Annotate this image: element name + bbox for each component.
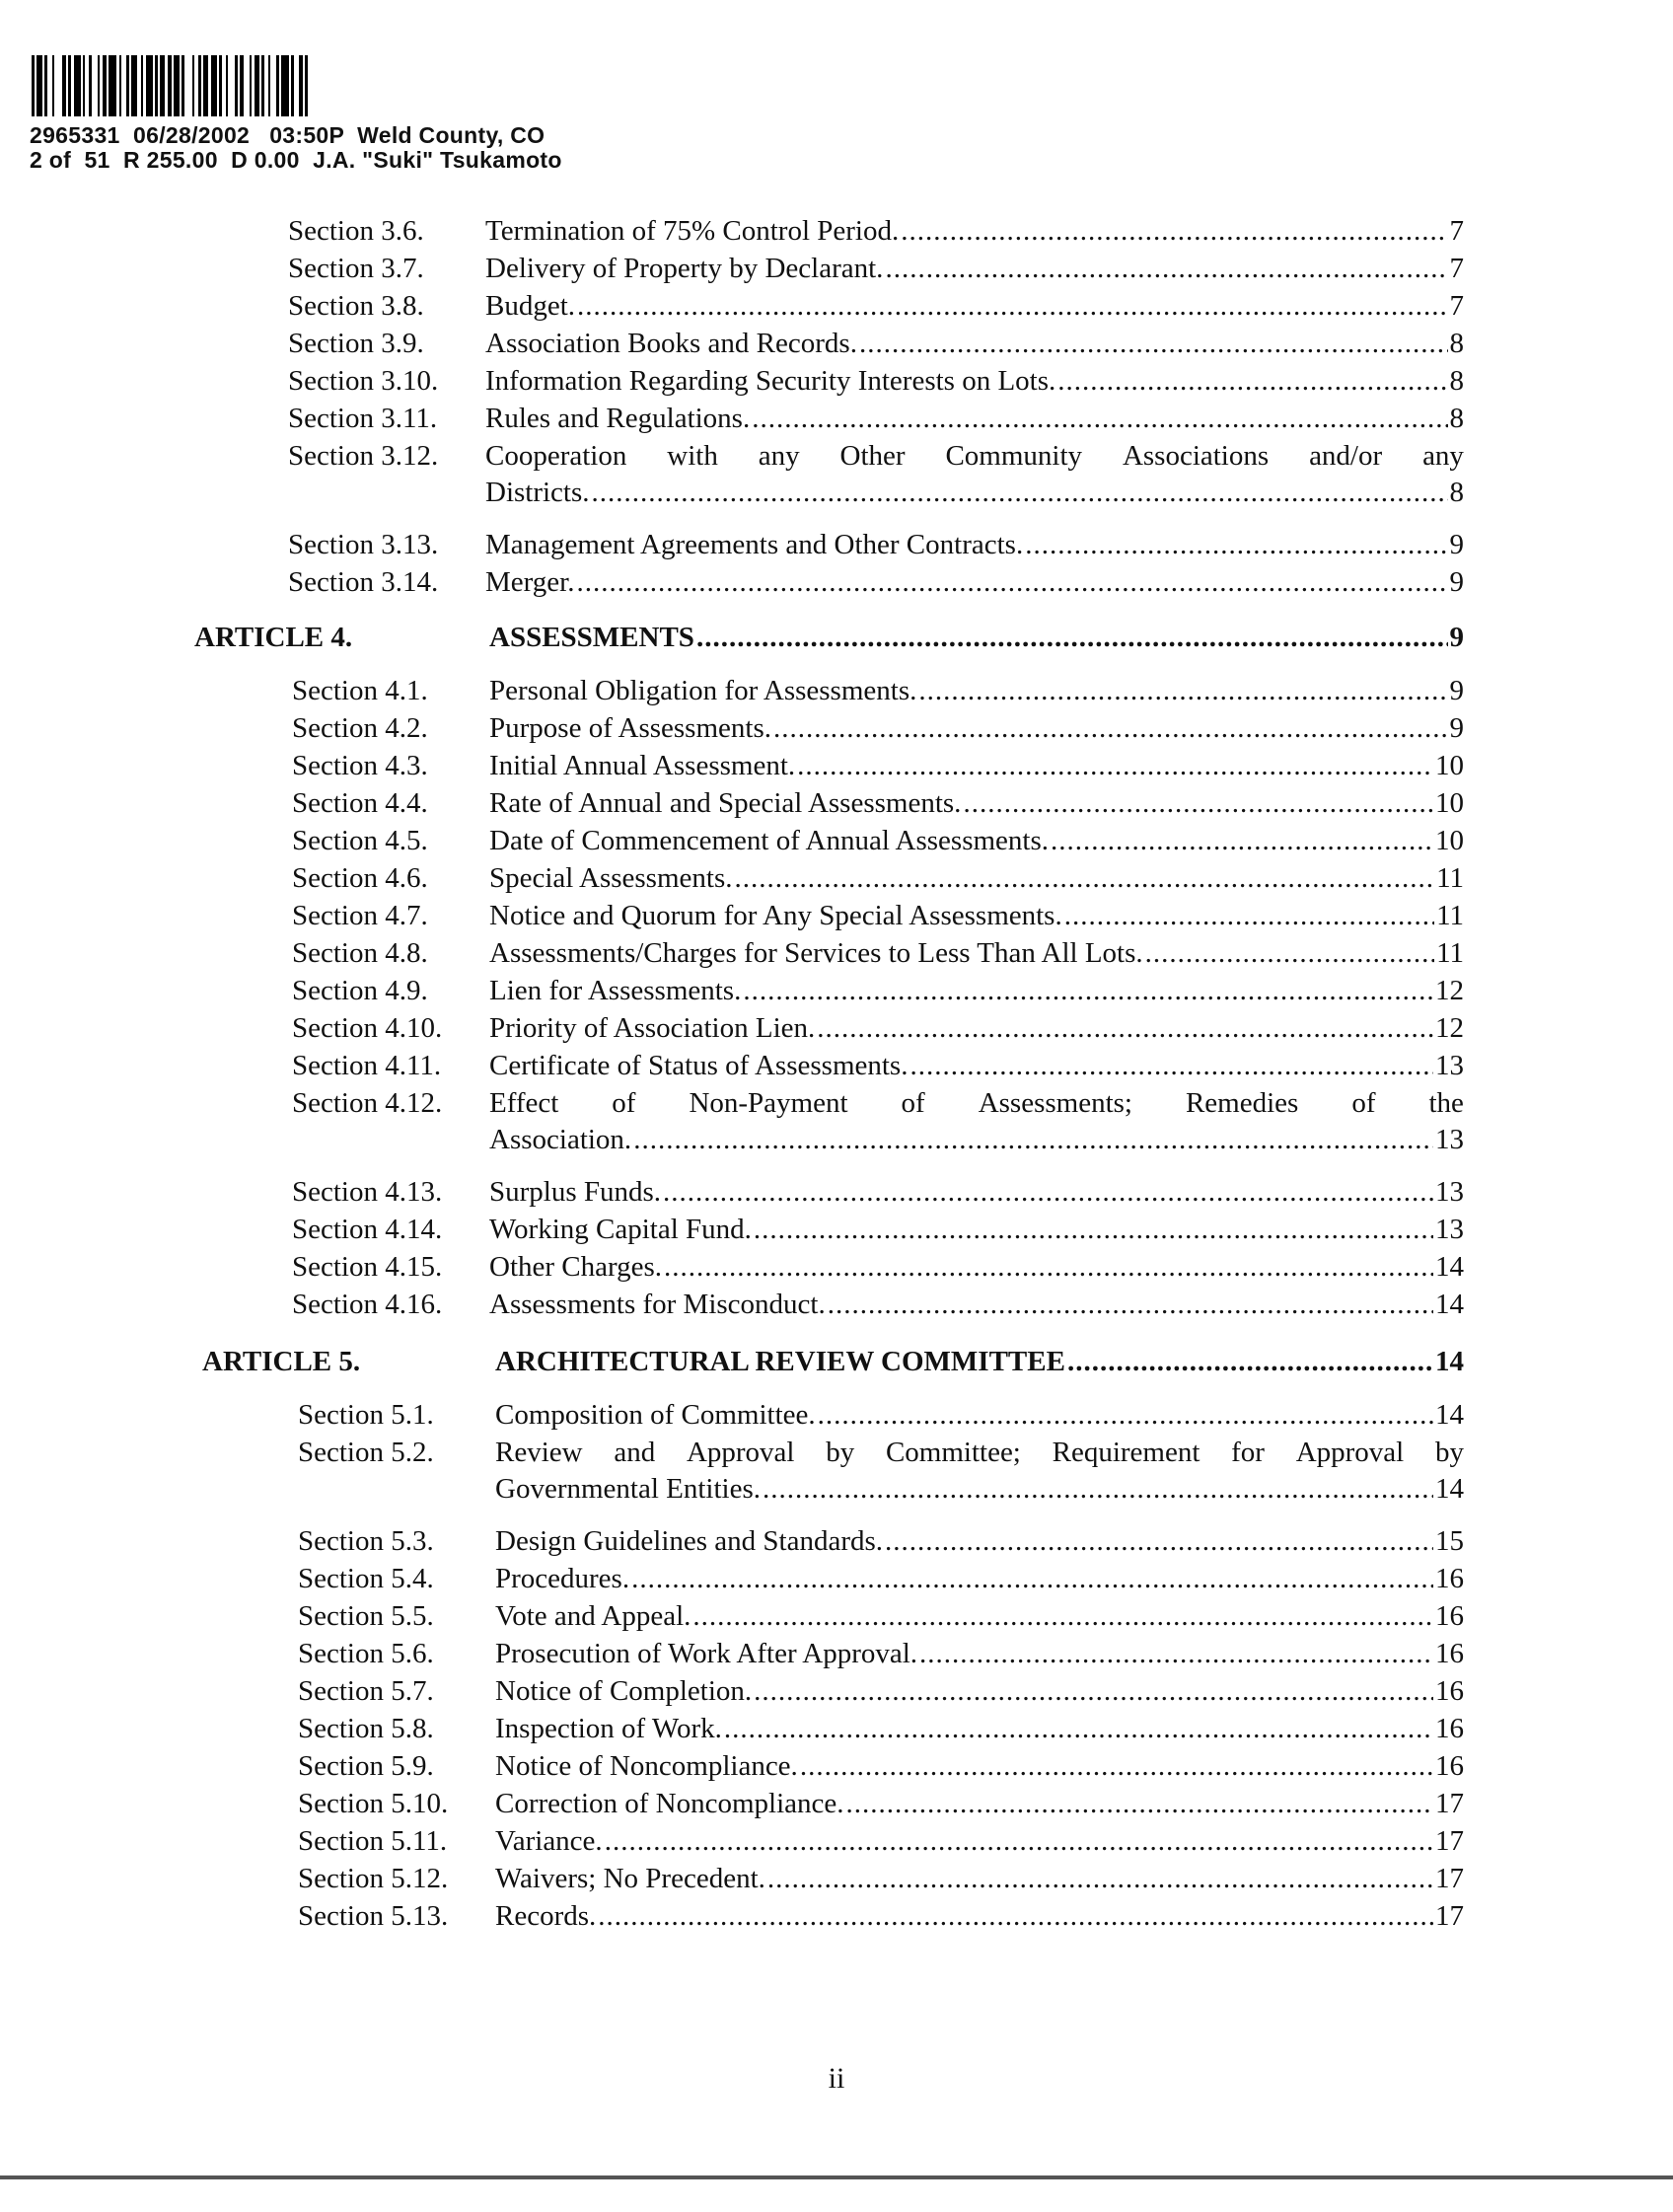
leader-dots — [735, 862, 1435, 895]
page-number: ii — [828, 2062, 845, 2095]
toc-entry-title: Correction of Noncompliance. — [495, 1788, 844, 1819]
toc-entry-number: Section 3.14. — [288, 566, 439, 598]
toc-entry-number: Section 4.13. — [292, 1176, 443, 1208]
toc-entry-title-line1: Effect of Non-Payment of Assessments; Remedies of the — [489, 1087, 1464, 1119]
toc-section-entry — [288, 215, 1464, 253]
toc-entry-title: Date of Commencement of Annual Assessments. — [489, 825, 1050, 856]
toc-entry-number: Section 5.10. — [298, 1788, 449, 1819]
toc-entry-title: Design Guidelines and Standards. — [495, 1525, 884, 1557]
toc-section-entry — [298, 1863, 1464, 1900]
toc-section-entry — [298, 1788, 1464, 1825]
leader-dots — [633, 1124, 1433, 1156]
leader-dots — [901, 215, 1447, 248]
toc-entry-title: Certificate of Status of Assessments. — [489, 1050, 909, 1081]
toc-entry-title: ASSESSMENTS — [489, 622, 694, 653]
toc-entry-number: Section 4.11. — [292, 1050, 442, 1081]
toc-entry-number: Section 3.8. — [288, 290, 424, 322]
toc-section-entry — [292, 862, 1464, 900]
toc-section-entry — [292, 1214, 1464, 1251]
toc-entry-title: Vote and Appeal. — [495, 1600, 691, 1632]
toc-entry-title: Other Charges. — [489, 1251, 663, 1283]
leader-dots — [828, 1289, 1433, 1321]
toc-entry-number: Section 5.4. — [298, 1563, 434, 1594]
toc-entry-number: Section 4.3. — [292, 750, 428, 781]
toc-entry-page: 9 — [1449, 529, 1464, 560]
toc-entry-title: Surplus Funds. — [489, 1176, 662, 1208]
toc-entry-title-line2: Association. — [489, 1124, 632, 1155]
toc-section-entry — [298, 1750, 1464, 1788]
leader-dots — [1051, 825, 1433, 857]
toc-entry-number: Section 4.2. — [292, 712, 428, 744]
toc-entry-title: Budget. — [485, 290, 576, 322]
toc-entry-number: Section 4.6. — [292, 862, 428, 894]
leader-dots — [1025, 529, 1447, 561]
toc-entry-number: Section 4.1. — [292, 675, 428, 706]
toc-entry-page: 12 — [1435, 1012, 1464, 1044]
toc-entry-page: 16 — [1435, 1600, 1464, 1632]
toc-section-entry — [292, 1176, 1464, 1214]
toc-entry-number: Section 5.1. — [298, 1399, 434, 1431]
toc-entry-page: 8 — [1449, 328, 1464, 359]
toc-entry-page: 9 — [1449, 622, 1464, 653]
toc-entry-title: Notice of Noncompliance. — [495, 1750, 798, 1782]
toc-entry-title: Notice and Quorum for Any Special Assessments. — [489, 900, 1062, 931]
leader-dots — [1064, 900, 1434, 932]
toc-entry-number: Section 4.4. — [292, 787, 428, 819]
toc-entry-title: ARCHITECTURAL REVIEW COMMITTEE — [495, 1346, 1065, 1377]
toc-entry-page: 17 — [1435, 1825, 1464, 1857]
toc-section-entry — [292, 937, 1464, 975]
recording-stamp-line1: 2965331 06/28/2002 03:50P Weld County, CO — [30, 122, 546, 148]
toc-entry-page: 11 — [1436, 862, 1464, 894]
toc-entry-number: Section 5.5. — [298, 1600, 434, 1632]
toc-entry-page: 14 — [1435, 1399, 1464, 1431]
toc-entry-number: Section 4.5. — [292, 825, 428, 856]
toc-entry-page: 13 — [1435, 1124, 1464, 1155]
toc-section-entry — [298, 1437, 1464, 1505]
toc-entry-title: Termination of 75% Control Period. — [485, 215, 900, 247]
toc-entry-number: Section 5.7. — [298, 1675, 434, 1707]
toc-entry-number: Section 5.11. — [298, 1825, 448, 1857]
toc-entry-title: Merger. — [485, 566, 575, 598]
leader-dots — [663, 1176, 1433, 1209]
toc-section-entry — [298, 1713, 1464, 1750]
toc-section-entry — [292, 712, 1464, 750]
toc-entry-number: Section 5.3. — [298, 1525, 434, 1557]
toc-entry-number: ARTICLE 5. — [202, 1346, 361, 1377]
leader-dots — [592, 477, 1448, 509]
toc-entry-page: 10 — [1435, 825, 1464, 856]
toc-entry-title: Notice of Completion. — [495, 1675, 753, 1707]
toc-entry-title: Inspection of Work. — [495, 1713, 722, 1744]
toc-entry-page: 9 — [1449, 675, 1464, 706]
toc-entry-title: Working Capital Fund. — [489, 1214, 752, 1245]
toc-section-entry — [298, 1600, 1464, 1638]
toc-entry-page: 17 — [1435, 1863, 1464, 1894]
toc-entry-page: 14 — [1435, 1289, 1464, 1320]
toc-section-entry — [298, 1399, 1464, 1437]
toc-entry-page: 13 — [1435, 1050, 1464, 1081]
toc-entry-title: Lien for Assessments. — [489, 975, 742, 1006]
leader-dots — [598, 1900, 1433, 1933]
leader-dots — [692, 1600, 1433, 1633]
toc-entry-page: 14 — [1435, 1251, 1464, 1283]
toc-entry-page: 7 — [1449, 290, 1464, 322]
leader-dots — [763, 1473, 1433, 1506]
leader-dots — [800, 1750, 1433, 1783]
toc-section-entry — [288, 566, 1464, 604]
leader-dots — [767, 1863, 1433, 1895]
leader-dots — [919, 1638, 1433, 1670]
recording-stamp-line2: 2 of 51 R 255.00 D 0.00 J.A. "Suki" Tsukamoto — [30, 147, 562, 173]
toc-entry-number: Section 3.7. — [288, 253, 424, 284]
toc-entry-page: 16 — [1435, 1713, 1464, 1744]
toc-section-entry — [288, 403, 1464, 440]
toc-section-entry — [288, 440, 1464, 508]
toc-entry-number: Section 3.9. — [288, 328, 424, 359]
leader-dots — [1145, 937, 1434, 970]
leader-dots — [846, 1788, 1433, 1820]
toc-entry-page: 11 — [1436, 900, 1464, 931]
toc-entry-page: 7 — [1449, 253, 1464, 284]
toc-entry-number: Section 4.16. — [292, 1289, 443, 1320]
toc-section-entry — [292, 825, 1464, 862]
leader-dots — [724, 1713, 1433, 1745]
leader-dots — [918, 675, 1447, 707]
toc-entry-page: 7 — [1449, 215, 1464, 247]
toc-section-entry — [292, 1050, 1464, 1087]
toc-entry-number: Section 5.6. — [298, 1638, 434, 1669]
toc-entry-page: 13 — [1435, 1176, 1464, 1208]
leader-dots — [885, 253, 1447, 285]
leader-dots — [576, 566, 1447, 599]
toc-section-entry — [298, 1825, 1464, 1863]
toc-entry-page: 16 — [1435, 1638, 1464, 1669]
toc-entry-page: 9 — [1449, 712, 1464, 744]
toc-entry-title: Waivers; No Precedent. — [495, 1863, 765, 1894]
toc-entry-title: Association Books and Records. — [485, 328, 857, 359]
leader-dots — [752, 403, 1447, 435]
toc-entry-number: Section 4.10. — [292, 1012, 443, 1044]
toc-entry-number: Section 5.8. — [298, 1713, 434, 1744]
toc-entry-title: Priority of Association Lien. — [489, 1012, 816, 1044]
toc-entry-title-line1: Cooperation with any Other Community Associations and/or any — [485, 440, 1464, 472]
toc-section-entry — [288, 529, 1464, 566]
leader-dots — [696, 622, 1448, 654]
toc-section-entry — [298, 1638, 1464, 1675]
toc-entry-number: Section 5.9. — [298, 1750, 434, 1782]
toc-entry-page: 8 — [1449, 365, 1464, 397]
leader-dots — [963, 787, 1433, 820]
toc-entry-title-line1: Review and Approval by Committee; Requirement for Approval by — [495, 1437, 1464, 1468]
toc-entry-number: ARTICLE 4. — [194, 622, 353, 653]
toc-entry-number: Section 3.12. — [288, 440, 439, 472]
toc-entry-title-line2: Governmental Entities. — [495, 1473, 761, 1505]
toc-entry-number: Section 4.12. — [292, 1087, 443, 1119]
toc-entry-page: 13 — [1435, 1214, 1464, 1245]
toc-entry-title: Initial Annual Assessment. — [489, 750, 796, 781]
toc-section-entry — [292, 750, 1464, 787]
toc-section-entry — [292, 1087, 1464, 1155]
toc-entry-number: Section 4.7. — [292, 900, 428, 931]
leader-dots — [664, 1251, 1433, 1284]
toc-entry-page: 16 — [1435, 1675, 1464, 1707]
toc-entry-page: 14 — [1435, 1346, 1464, 1377]
leader-dots — [754, 1675, 1433, 1708]
leader-dots — [885, 1525, 1433, 1558]
toc-entry-title: Rate of Annual and Special Assessments. — [489, 787, 962, 819]
toc-section-entry — [292, 1251, 1464, 1289]
toc-entry-title-line2: Districts. — [485, 477, 590, 508]
bottom-rule — [0, 2175, 1673, 2179]
toc-entry-page: 17 — [1435, 1900, 1464, 1932]
leader-dots — [743, 975, 1433, 1007]
toc-section-entry — [292, 1289, 1464, 1326]
toc-entry-number: Section 3.11. — [288, 403, 438, 434]
toc-entry-title: Rules and Regulations. — [485, 403, 751, 434]
toc-entry-page: 8 — [1449, 403, 1464, 434]
toc-section-entry — [288, 328, 1464, 365]
toc-entry-title: Special Assessments. — [489, 862, 733, 894]
toc-entry-title: Assessments/Charges for Services to Less Than All Lots. — [489, 937, 1143, 969]
toc-entry-number: Section 3.6. — [288, 215, 424, 247]
toc-entry-number: Section 5.2. — [298, 1437, 434, 1468]
toc-entry-number: Section 4.9. — [292, 975, 428, 1006]
leader-dots — [817, 1012, 1433, 1045]
toc-entry-page: 8 — [1449, 477, 1464, 508]
toc-section-entry — [292, 675, 1464, 712]
toc-entry-number: Section 4.8. — [292, 937, 428, 969]
toc-entry-page: 10 — [1435, 750, 1464, 781]
toc-entry-number: Section 4.14. — [292, 1214, 443, 1245]
leader-dots — [1067, 1346, 1433, 1378]
toc-article-heading — [202, 1346, 1464, 1383]
leader-dots — [754, 1214, 1433, 1246]
toc-entry-title: Composition of Committee. — [495, 1399, 816, 1431]
toc-entry-page: 14 — [1435, 1473, 1464, 1505]
toc-entry-title: Delivery of Property by Declarant. — [485, 253, 884, 284]
toc-entry-number: Section 5.13. — [298, 1900, 449, 1932]
toc-entry-page: 10 — [1435, 787, 1464, 819]
toc-section-entry — [298, 1563, 1464, 1600]
toc-entry-title: Information Regarding Security Interests on Lots. — [485, 365, 1056, 397]
toc-entry-title: Procedures. — [495, 1563, 630, 1594]
toc-entry-title: Personal Obligation for Assessments. — [489, 675, 917, 706]
leader-dots — [773, 712, 1448, 745]
toc-section-entry — [292, 787, 1464, 825]
toc-section-entry — [292, 900, 1464, 937]
toc-entry-page: 11 — [1436, 937, 1464, 969]
leader-dots — [909, 1050, 1433, 1082]
toc-entry-page: 17 — [1435, 1788, 1464, 1819]
leader-dots — [577, 290, 1447, 323]
toc-section-entry — [298, 1525, 1464, 1563]
toc-section-entry — [288, 253, 1464, 290]
toc-article-heading — [194, 622, 1464, 659]
leader-dots — [631, 1563, 1433, 1595]
toc-section-entry — [288, 290, 1464, 328]
toc-section-entry — [298, 1900, 1464, 1938]
toc-entry-title: Purpose of Assessments. — [489, 712, 771, 744]
toc-entry-page: 16 — [1435, 1563, 1464, 1594]
leader-dots — [605, 1825, 1433, 1858]
toc-entry-page: 12 — [1435, 975, 1464, 1006]
toc-entry-title: Variance. — [495, 1825, 603, 1857]
toc-entry-number: Section 4.15. — [292, 1251, 443, 1283]
toc-entry-title: Management Agreements and Other Contracts. — [485, 529, 1024, 560]
toc-entry-number: Section 5.12. — [298, 1863, 449, 1894]
toc-entry-page: 15 — [1435, 1525, 1464, 1557]
toc-section-entry — [292, 1012, 1464, 1050]
toc-entry-number: Section 3.10. — [288, 365, 439, 397]
leader-dots — [1057, 365, 1447, 398]
toc-entry-number: Section 3.13. — [288, 529, 439, 560]
leader-dots — [818, 1399, 1433, 1432]
toc-section-entry — [292, 975, 1464, 1012]
leader-dots — [859, 328, 1448, 360]
toc-entry-page: 9 — [1449, 566, 1464, 598]
toc-entry-title: Prosecution of Work After Approval. — [495, 1638, 918, 1669]
toc-entry-title: Assessments for Misconduct. — [489, 1289, 826, 1320]
toc-section-entry — [288, 365, 1464, 403]
toc-entry-title: Records. — [495, 1900, 597, 1932]
toc-entry-page: 16 — [1435, 1750, 1464, 1782]
toc-section-entry — [298, 1675, 1464, 1713]
leader-dots — [797, 750, 1433, 782]
